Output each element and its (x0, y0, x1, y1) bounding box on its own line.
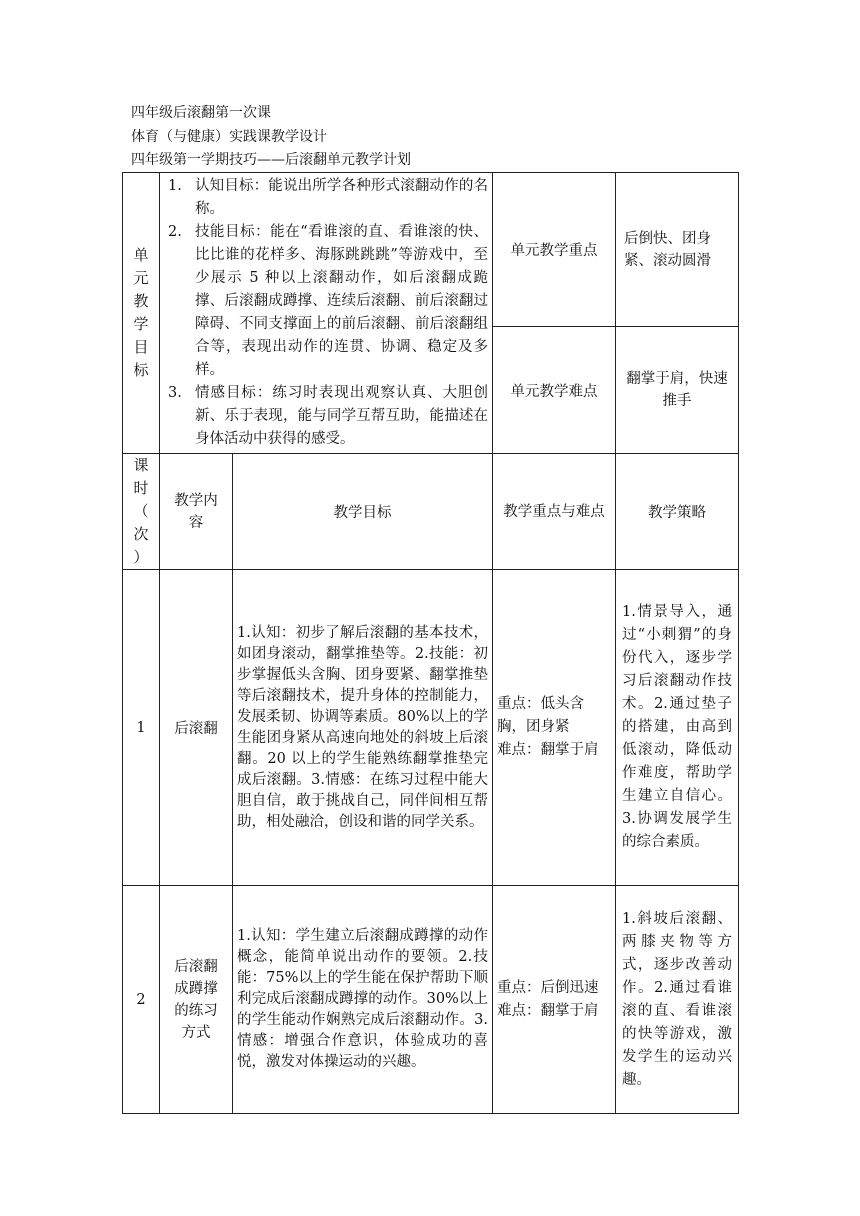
row-objectives: 1.认知：初步了解后滚翻的基本技术，如团身滚动，翻掌推垫等。2.技能：初步掌握低头含胸、团身要紧、翻掌推垫等后滚翻技术，提升身体的控制能力，发展柔韧、协调等素质。80%以上的学生能团身紧从高速向地处的斜坡上后滚翻。20 以上的学生能熟练翻掌推垫完成后滚翻。3.情感：在练习过程中能大胆自信，敢于挑战自己，同伴间相互帮助，相处融洽，创设和谐的同学关系。 (233, 570, 493, 886)
row-difficulty: 难点：翻掌于肩 (497, 742, 599, 758)
unit-goal-item: 2. 技能目标：能在“看谁滚的直、看谁滚的快、比比谁的花样多、海豚跳跳跳”等游戏中，至少展示 5 种以上滚翻动作，如后滚翻成跪撑、后滚翻成蹲撑、连续后滚翻、前后滚翻过障碍、不同支撑面上的前后滚翻、前后滚翻组合等，表现出动作的连贯、协调、稳定及多样。 (168, 224, 489, 378)
table-row (123, 570, 739, 886)
unit-plan-table (122, 172, 739, 1114)
row-key-point: 重点：后倒迅速 (497, 979, 599, 996)
header-line-3: 四年级第一学期技巧——后滚翻单元教学计划 (131, 152, 411, 168)
row-session: 1 (123, 570, 160, 886)
col-content-header: 教学内容 (160, 454, 233, 570)
col-keypoints-header: 教学重点与难点 (493, 454, 616, 570)
col-objectives-header: 教学目标 (233, 454, 493, 570)
row-key-point: 重点：低头含胸，团身紧 (497, 696, 585, 735)
row-content: 后滚翻 (160, 570, 233, 886)
row-content: 后滚翻成蹲撑的练习方式 (160, 886, 233, 1114)
row-strategy: 1.情景导入，通过“小刺猬”的身份代入，逐步学习后滚翻动作技术。2.通过垫子的搭建，由高到低滚动，降低动作难度，帮助学生建立自信心。3.协调发展学生的综合素质。 (616, 570, 739, 886)
row-session: 2 (123, 886, 160, 1114)
row-key-diff (493, 886, 616, 1114)
row-key-diff (493, 570, 616, 886)
unit-key-row (123, 173, 739, 327)
unit-goal-item: 3. 情感目标：练习时表现出观察认真、大胆创新、乐于表现，能与同学互帮互助，能描述在身体活动中获得的感受。 (168, 385, 489, 447)
row-difficulty: 难点：翻掌于肩 (497, 1002, 599, 1019)
table-row (123, 886, 739, 1114)
column-header-row (123, 454, 739, 570)
unit-key-label: 单元教学重点 (493, 173, 616, 327)
col-session-header: 课 时 （ 次 ） (123, 454, 160, 570)
unit-key-value: 后倒快、团身紧、滚动圆滑 (616, 173, 739, 327)
row-strategy: 1.斜坡后滚翻、两膝夹物等方式，逐步改善动作。2.通过看谁滚的直、看谁滚的快等游戏，激发学生的运动兴趣。 (616, 886, 739, 1114)
unit-goals-cell (160, 173, 493, 454)
row-objectives: 1.认知：学生建立后滚翻成蹲撑的动作概念，能简单说出动作的要领。2.技能：75%以上的学生能在保护帮助下顺利完成后滚翻成蹲撑的动作。30%以上的学生能动作娴熟完成后滚翻动作。3.情感：增强合作意识，体验成功的喜悦，激发对体操运动的兴趣。 (233, 886, 493, 1114)
header-line-2: 体育（与健康）实践课教学设计 (131, 129, 327, 145)
unit-goals-list (160, 173, 492, 453)
unit-goal-item: 1. 认知目标：能说出所学各种形式滚翻动作的名称。 (168, 178, 489, 217)
unit-diff-value: 翻掌于肩，快速推手 (616, 327, 739, 454)
unit-diff-label: 单元教学难点 (493, 327, 616, 454)
header-line-1: 四年级后滚翻第一次课 (131, 105, 271, 121)
unit-goal-label: 单 元 教 学 目 标 (123, 173, 160, 454)
col-strategy-header: 教学策略 (616, 454, 739, 570)
